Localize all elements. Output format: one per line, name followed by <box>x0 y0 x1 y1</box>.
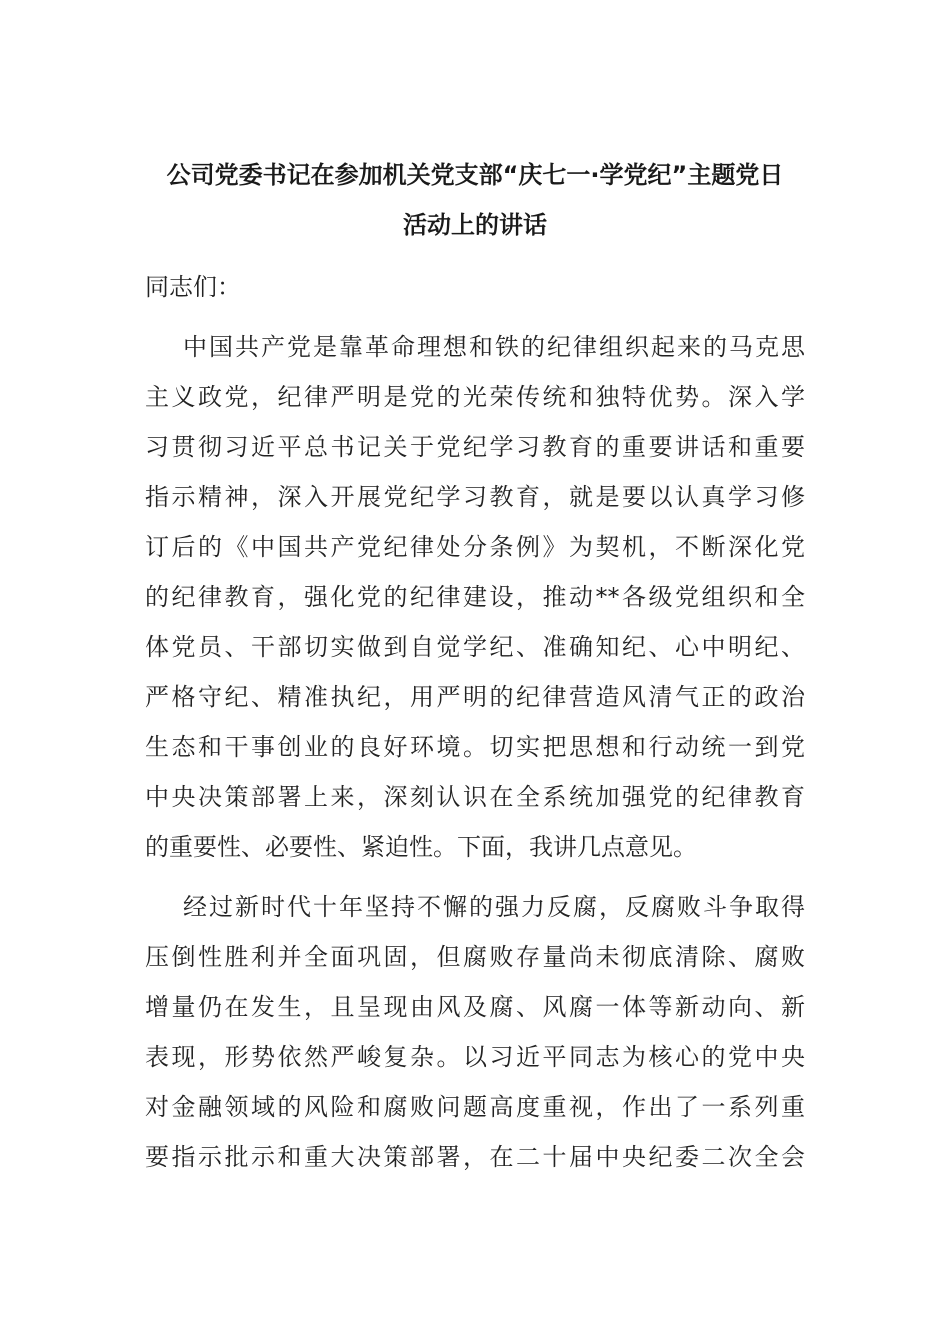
text-line: 的纪律教育，强化党的纪律建设，推动**各级党组织和全 <box>145 583 805 611</box>
text-line: 生态和干事创业的良好环境。切实把思想和行动统一到党 <box>145 733 805 761</box>
text-line: 经过新时代十年坚持不懈的强力反腐，反腐败斗争取得 <box>183 893 805 921</box>
text-line: 压倒性胜利并全面巩固，但腐败存量尚未彻底清除、腐败 <box>145 943 805 971</box>
text-line: 订后的《中国共产党纪律处分条例》为契机，不断深化党 <box>145 533 805 561</box>
text-line: 的重要性、必要性、紧迫性。下面，我讲几点意见。 <box>145 833 697 861</box>
title-line: 公司党委书记在参加机关党支部“庆七一·学党纪”主题党日 <box>166 161 784 189</box>
text-line: 主义政党，纪律严明是党的光荣传统和独特优势。深入学 <box>145 383 805 411</box>
salutation: 同志们： <box>145 273 241 301</box>
text-line: 表现，形势依然严峻复杂。以习近平同志为核心的党中央 <box>145 1043 805 1071</box>
document-page <box>145 150 805 1182</box>
text-line: 体党员、干部切实做到自觉学纪、准确知纪、心中明纪、 <box>145 633 805 661</box>
paragraph-2 <box>145 882 805 1182</box>
text-line: 中央决策部署上来，深刻认识在全系统加强党的纪律教育 <box>145 783 805 811</box>
paragraph-1 <box>145 322 805 872</box>
text-line: 严格守纪、精准执纪，用严明的纪律营造风清气正的政治 <box>145 683 805 711</box>
text-line: 对金融领域的风险和腐败问题高度重视，作出了一系列重 <box>145 1093 805 1121</box>
document-title <box>145 150 805 250</box>
text-line: 习贯彻习近平总书记关于党纪学习教育的重要讲话和重要 <box>145 433 805 461</box>
title-line: 活动上的讲话 <box>403 211 547 239</box>
text-line: 增量仍在发生，且呈现由风及腐、风腐一体等新动向、新 <box>145 993 805 1021</box>
text-line: 指示精神，深入开展党纪学习教育，就是要以认真学习修 <box>145 483 805 511</box>
text-line: 中国共产党是靠革命理想和铁的纪律组织起来的马克思 <box>183 333 805 361</box>
text-line: 要指示批示和重大决策部署，在二十届中央纪委二次全会 <box>145 1143 805 1171</box>
